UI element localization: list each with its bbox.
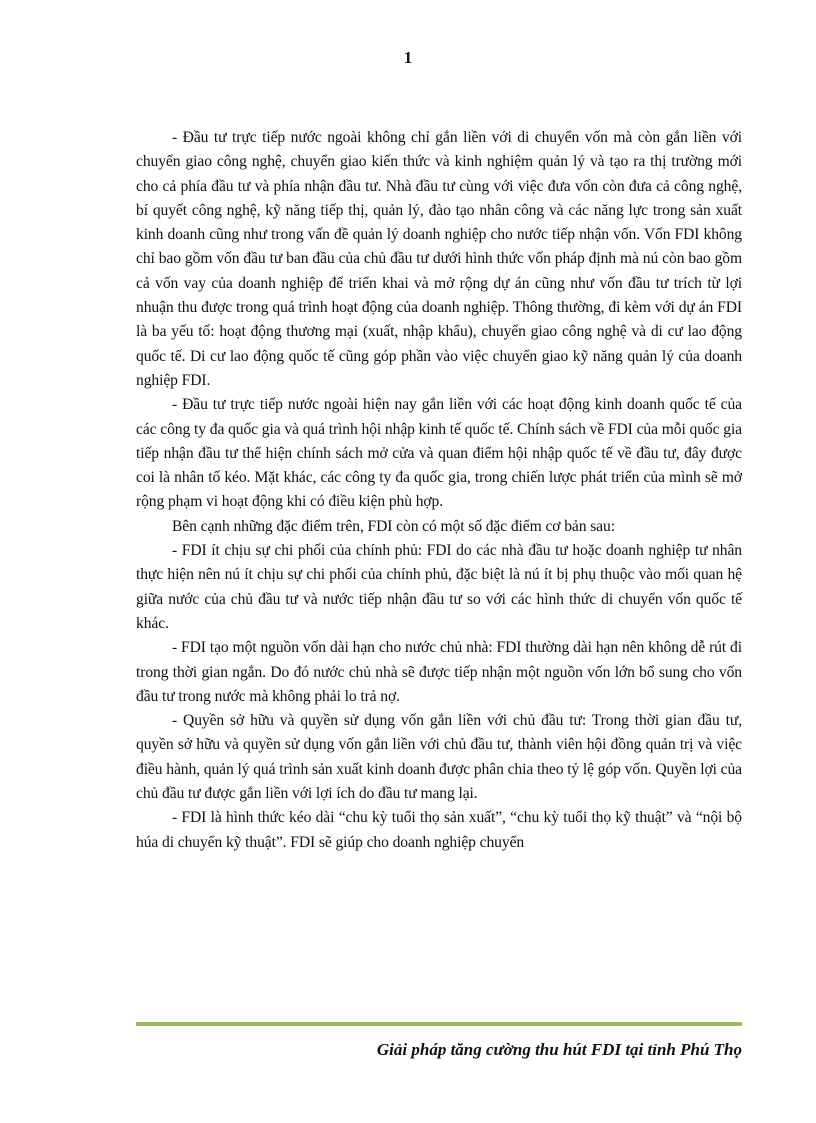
footer-rule — [136, 1022, 742, 1026]
document-body — [136, 126, 742, 855]
paragraph: - Đầu tư trực tiếp nước ngoài không chỉ gắn liền với di chuyển vốn mà còn gắn liền với chuyển giao công nghệ, chuyển giao kiến thức và kinh nghiệm quản lý và tạo ra thị trường mới cho cả phía đầu tư và phía nhận đầu tư. Nhà đầu tư cùng với việc đưa vốn còn đưa cả công nghệ, bí quyết công nghệ, kỹ năng tiếp thị, quản lý, đào tạo nhân công và các năng lực trong sản xuất kinh doanh cũng như trong vấn đề quản lý doanh nghiệp cho nước tiếp nhận vốn. Vốn FDI không chỉ bao gồm vốn đầu tư ban đầu của chủ đầu tư dưới hình thức vốn pháp định mà nú còn bao gồm cả vốn vay của doanh nghiệp để triển khai và mở rộng dự án cũng như vốn đầu tư trích từ lợi nhuận thu được trong quá trình hoạt động của doanh nghiệp. Thông thường, đi kèm với dự án FDI là ba yếu tố: hoạt động thương mại (xuất, nhập khẩu), chuyển giao công nghệ và di cư lao động quốc tế. Di cư lao động quốc tế cũng góp phần vào việc chuyển giao kỹ năng quản lý của doanh nghiệp FDI. — [136, 129, 742, 389]
paragraph: Bên cạnh những đặc điểm trên, FDI còn có một số đặc điểm cơ bản sau: — [172, 517, 615, 535]
paragraph: - Đầu tư trực tiếp nước ngoài hiện nay gắn liền với các hoạt động kinh doanh quốc tế của các công ty đa quốc gia và quá trình hội nhập kinh tế quốc tế. Chính sách về FDI của mỗi quốc gia tiếp nhận đầu tư thể hiện chính sách mở cửa và quan điểm hội nhập quốc tế về đầu tư, đây được coi là nhân tố kéo. Mặt khác, các công ty đa quốc gia, trong chiến lược phát triển của mình sẽ mở rộng phạm vi hoạt động khi có điều kiện phù hợp. — [136, 396, 742, 511]
page-number: 1 — [403, 48, 413, 67]
paragraph: - Quyền sở hữu và quyền sử dụng vốn gắn liền với chủ đầu tư: Trong thời gian đầu tư, quyền sở hữu và quyền sử dụng vốn gắn liền với chủ đầu tư, thành viên hội đồng quản trị và việc điều hành, quản lý quá trình sản xuất kinh doanh được phân chia theo tỷ lệ góp vốn. Quyền lợi của chủ đầu tư được gắn liền với lợi ích do đầu tư mang lại. — [136, 712, 742, 803]
paragraph: - FDI tạo một nguồn vốn dài hạn cho nước chủ nhà: FDI thường dài hạn nên không dễ rút đi trong thời gian ngắn. Do đó nước chủ nhà sẽ được tiếp nhận một nguồn vốn lớn bổ sung cho vốn đầu tư trong nước mà không phải lo trả nợ. — [136, 639, 742, 705]
footer-title: Giải pháp tăng cường thu hút FDI tại tỉnh Phú Thọ — [376, 1040, 742, 1059]
paragraph: - FDI là hình thức kéo dài “chu kỳ tuổi thọ sản xuất”, “chu kỳ tuổi thọ kỹ thuật” và “nội bộ húa di chuyển kỹ thuật”. FDI sẽ giúp cho doanh nghiệp chuyển — [136, 809, 742, 851]
paragraph: - FDI ít chịu sự chi phối của chính phủ: FDI do các nhà đầu tư hoặc doanh nghiệp tư nhân thực hiện nên nú ít chịu sự chi phối của chính phủ, đặc biệt là nú ít bị phụ thuộc vào mối quan hệ giữa nước của chủ đầu tư và nước tiếp nhận đầu tư so với các hình thức di chuyển vốn quốc tế khác. — [136, 542, 742, 632]
